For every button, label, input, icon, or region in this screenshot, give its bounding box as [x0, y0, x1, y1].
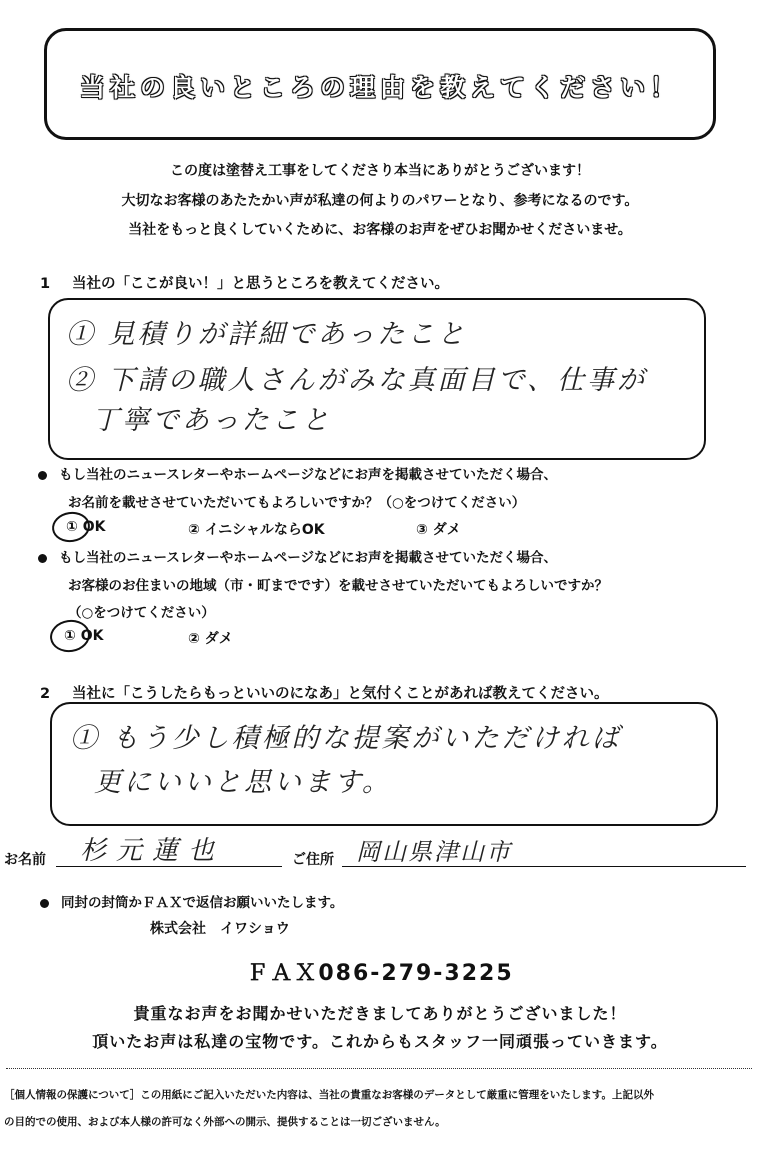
intro-line-2: 大切なお客様のあたたかい声が私達の何よりのパワーとなり、参考になるのです。 [121, 193, 639, 209]
intro-line-1: この度は塗替え工事をしてくださり本当にありがとうございます！ [170, 163, 590, 179]
consent-area-option-ok[interactable]: ① OK [64, 628, 104, 644]
return-note-text: 同封の封筒かＦＡＸで返信お願いいたします。 [61, 895, 344, 911]
question-2-answer-line-1: ① もう少し積極的な提案がいただければ [70, 723, 622, 754]
divider [6, 1068, 752, 1069]
address-value: 岡山県津山市 [356, 838, 512, 866]
consent-name-text-1: もし当社のニュースレターやホームページなどにお声を掲載させていただく場合、 [59, 467, 558, 483]
consent-area-text-1: もし当社のニュースレターやホームページなどにお声を掲載させていただく場合、 [59, 550, 558, 566]
consent-area-option-no[interactable]: ② ダメ [188, 631, 233, 647]
bullet-icon [38, 554, 47, 563]
question-1-answer-line-3: 丁寧であったこと [92, 405, 332, 436]
question-2-text: 当社に「こうしたらもっといいのになあ」と気付くことがあれば教えてください。 [72, 686, 609, 702]
return-note [40, 891, 343, 911]
question-1-text: 当社の「ここが良い！」と思うところを教えてください。 [72, 276, 449, 292]
consent-area-line-2: お客様のお住まいの地域（市・町までです）を載せさせていただいてもよろしいですか？ [68, 578, 608, 594]
consent-name-line-1 [38, 463, 557, 483]
name-value: 杉元蓮也 [80, 836, 225, 866]
consent-name-option-ok[interactable]: ① OK [66, 519, 106, 535]
fax-number: ＦＡＸ086-279-3225 [246, 961, 514, 986]
address-label: ご住所 [292, 852, 334, 868]
question-2-heading [40, 682, 609, 703]
company-name: 株式会社 イワショウ [150, 921, 290, 937]
bullet-icon [38, 471, 47, 480]
consent-name-line-2: お名前を載せさせていただいてもよろしいですか？（○をつけてください） [68, 495, 526, 511]
page-title: 当社の良いところの理由を教えてください！ [79, 73, 680, 102]
question-1-answer-line-1: ① 見積りが詳細であったこと [66, 319, 468, 350]
privacy-line-1: ［個人情報の保護について］この用紙にご記入いただいた内容は、当社の貴重なお客様のデータとして厳重に管理をいたします。上記以外 [4, 1089, 654, 1101]
question-1-heading [40, 272, 449, 293]
consent-area-line-3: （○をつけてください） [68, 605, 215, 621]
question-1-number: 1 [40, 276, 51, 292]
thanks-line-1: 貴重なお声をお聞かせいただきましてありがとうございました！ [133, 1004, 627, 1023]
question-1-answer-line-2: ② 下請の職人さんがみな真面目で、仕事が [66, 365, 648, 396]
intro-line-3: 当社をもっと良くしていくために、お客様のお声をぜひお聞かせくださいませ。 [128, 222, 632, 238]
consent-name-option-no[interactable]: ③ ダメ [416, 522, 461, 538]
question-2-number: 2 [40, 686, 51, 702]
consent-name-option-initial[interactable]: ② イニシャルならOK [188, 522, 325, 538]
bullet-icon [40, 899, 49, 908]
name-label: お名前 [4, 852, 46, 868]
thanks-line-2: 頂いたお声は私達の宝物です。これからもスタッフ一同頑張っていきます。 [92, 1032, 668, 1051]
privacy-line-2: の目的での使用、および本人様の許可なく外部への開示、提供することは一切ございません。 [4, 1116, 446, 1128]
consent-area-line-1 [38, 546, 557, 566]
question-2-answer-line-2: 更にいいと思います。 [94, 767, 392, 798]
